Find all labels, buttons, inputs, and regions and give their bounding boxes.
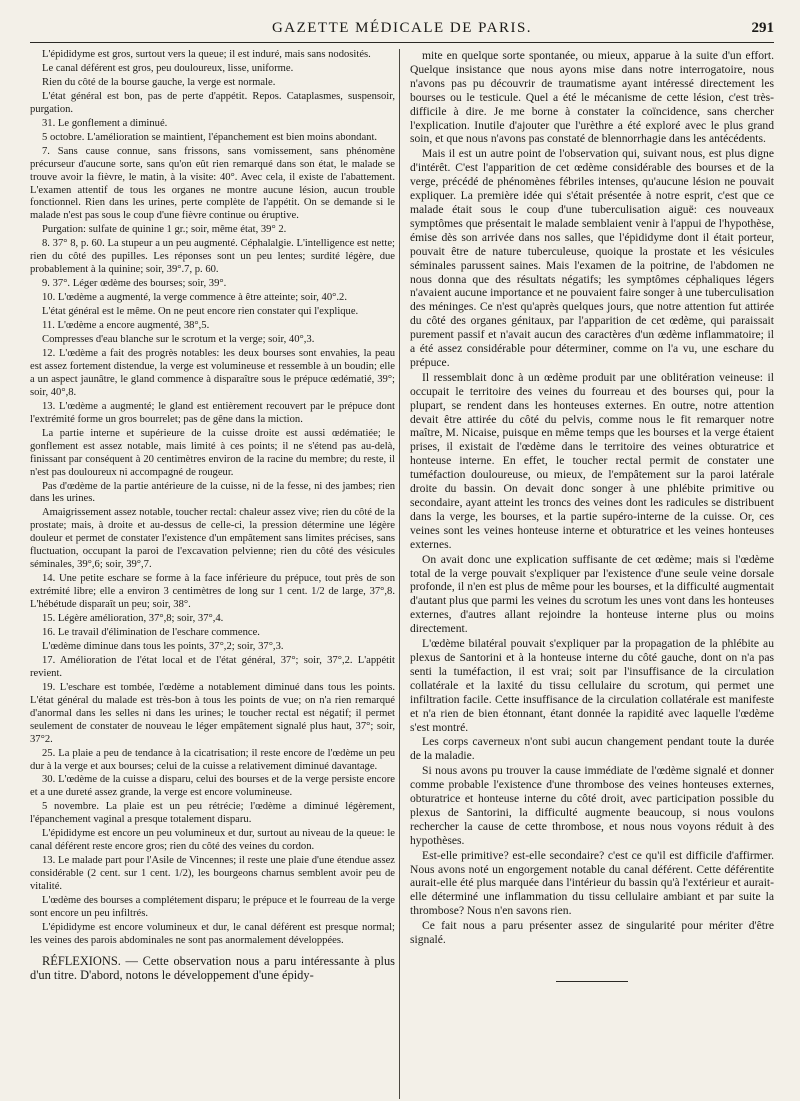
paragraph: Le canal déférent est gros, peu douloureux, lisse, uniforme.	[42, 62, 294, 74]
article-columns	[30, 49, 774, 1099]
paragraph: 13. L'œdème a augmenté; le gland est entièrement recouvert par le prépuce dont l'extrémité forme un gros bourrelet; pas de gêne dans la miction.	[30, 400, 395, 425]
paragraph: 10. L'œdème a augmenté, la verge commence à être atteinte; soir, 40°.2.	[42, 292, 347, 304]
paragraph: Purgation: sulfate de quinine 1 gr.; soir, même état, 39° 2.	[42, 224, 287, 236]
paragraph: 31. Le gonflement a diminué.	[42, 117, 168, 129]
paragraph: Si nous avons pu trouver la cause immédiate de l'œdème signalé et donner comme probable l'existence d'une thrombose des veines honteuses externes, obturatrice et honteuse interne du côté droit, avec participation possible du plexus de Santorini, la difficulté augmente beaucoup, si nous voulons rechercher la cause de cette thrombose, et nous nous voyons réduit à des hypothèses.	[410, 764, 774, 847]
paragraph: 11. L'œdème a encore augmenté, 38°,5.	[42, 320, 210, 332]
paragraph: 15. Légère amélioration, 37°,8; soir, 37°,4.	[42, 613, 224, 625]
paragraph: 9. 37°. Léger œdème des bourses; soir, 39°.	[42, 278, 227, 290]
right-column	[408, 49, 774, 1099]
paragraph: 7. Sans cause connue, sans frissons, sans vomissement, sans phénomène précurseur d'aucune sorte, sans qu'on eût rien remarqué dans son état, le malade se trouve avoir la fièvre, le matin, à la visite: 40°. Avec cela, il existe de l'abattement. L'examen attentif de tous les organes ne montre aucune lésion, aucun trouble fonctionnel. Rien dans les urines, perte complète de l'appétit. On se demande si le malade n'est pas sous le coup d'une fièvre continue ou éruptive.	[30, 145, 395, 222]
paragraph: 14. Une petite eschare se forme à la face inférieure du prépuce, tout près de son extrémité libre; elle a environ 3 centimètres de long sur 1 cent. 1/2 de large, 37°,8. L'hébétude disparaît un peu; soir, 38°.	[30, 573, 395, 611]
reflexions-paragraph: RÉFLEXIONS. — Cette observation nous a paru intéressante à plus d'un titre. D'abord, notons le développement d'une épidy-	[30, 953, 395, 983]
paragraph: 19. L'eschare est tombée, l'œdème a notablement diminué dans tous les points. L'état général du malade est très-bon à tous les points de vue; on n'a rien remarqué d'anormal dans les selles ni dans les urines; le toucher rectal est négatif; il permet seulement de constater de nouveau le léger empâtement signalé plus haut, 37°; soir, 37°2.	[30, 681, 395, 745]
paragraph: 16. Le travail d'élimination de l'eschare commence.	[42, 626, 260, 638]
paragraph: 30. L'œdème de la cuisse a disparu, celui des bourses et de la verge persiste encore et a une dureté assez grande, la verge est encore volumineuse.	[30, 774, 395, 799]
paragraph: Il ressemblait donc à un œdème produit par une oblitération veineuse: il occupait le territoire des veines du fourreau et des bourses qui, pour la plupart, se rendent dans les honteuses externes. En outre, notre attention devait être attirée du côté du pelvis, comme nous le fit remarquer notre maître, M. Nicaise, puisque en même temps que les bourses et la verge étaient prises, il existait de l'œdème dans le territoire des veines obturatrice et honteuse interne. En effet, le toucher rectal permit de constater une tuméfaction douloureuse, ou mieux, de l'empâtement sur la paroi latérale droite du bassin. On devait donc songer à une phlébite primitive ou secondaire, ayant atteint les troncs des veines dont les radicules se distribuent dans la verge, les bourses, et la partie supéro-interne de la cuisse. Or, ces veines sont les veines honteuse interne et obturatrice et les veines honteuses externes.	[410, 370, 774, 551]
journal-title: GAZETTE MÉDICALE DE PARIS.	[271, 20, 533, 36]
paragraph: L'épididyme est encore un peu volumineux et dur, surtout au niveau de la queue: le canal déférent reste encore gros; rien du côté des veines du cordon.	[30, 828, 395, 853]
paragraph: 5 octobre. L'amélioration se maintient, l'épanchement est bien moins abondant.	[42, 131, 378, 143]
paragraph: Rien du côté de la bourse gauche, la verge est normale.	[42, 76, 276, 88]
paragraph: L'œdème diminue dans tous les points, 37°,2; soir, 37°,3.	[42, 640, 284, 652]
paragraph: Les corps caverneux n'ont subi aucun changement pendant toute la durée de la maladie.	[410, 735, 774, 763]
paragraph: 5 novembre. La plaie est un peu rétrécie; l'œdème a diminué légèrement, l'épanchement vaginal a presque totalement disparu.	[30, 801, 395, 826]
paragraph: Amaigrissement assez notable, toucher rectal: chaleur assez vive; rien du côté de la prostate; mais, à droite et au-dessus de celle-ci, la pression détermine une légère douleur et permet de constater l'existence d'un empâtement sans limites précises, sans fluctuation, occupant la paroi de l'excavation pelvienne; rien du côté des vésicules séminales, 39°,6; soir, 39°,7.	[30, 507, 395, 571]
paragraph: L'œdème des bourses a complétement disparu; le prépuce et le fourreau de la verge sont encore un peu infiltrés.	[30, 895, 395, 919]
paragraph: L'état général est bon, pas de perte d'appétit. Repos. Cataplasmes, suspensoir, purgation.	[30, 90, 395, 115]
left-column-paragraphs	[30, 49, 395, 948]
paragraph: 25. La plaie a peu de tendance à la cicatrisation; il reste encore de l'œdème un peu dur à la verge et aux bourses; celui de la cuisse a relativement diminué davantage.	[30, 747, 395, 772]
paragraph: La partie interne et supérieure de la cuisse droite est aussi œdématiée; le gonflement est assez notable, mais limité à ces points; il ne s'étend pas au-delà, finissant par conséquent à 20 centimètres environ de la racine du membre; du reste, il n'est pas douloureux ni accompagné de rougeur.	[30, 427, 395, 478]
paragraph: mite en quelque sorte spontanée, ou mieux, apparue à la suite d'un effort. Quelque insistance que nous ayons mise dans notre interrogatoire, nous n'avons pas pu découvrir de traumatisme ayant intéressé directement les bourses ou le testicule. Quel a été le mécanisme de cette lésion, c'est très-difficile à dire. Je me borne à constater la coïncidence, sans chercher l'explication. Inutile d'ajouter que l'urèthre a été exploré avec le plus grand soin, et que nous n'avons pas constaté de blennorrhagie dans les antécédents.	[410, 49, 774, 146]
paragraph: 17. Amélioration de l'état local et de l'état général, 37°; soir, 37°,2. L'appétit revient.	[30, 654, 395, 679]
paragraph: L'état général est le même. On ne peut encore rien constater qui l'explique.	[42, 306, 359, 318]
paragraph: L'épididyme est encore volumineux et dur, le canal déférent est presque normal; les veines des parois abdominales ne sont pas anormalement développées.	[30, 921, 395, 946]
paragraph: 8. 37° 8, p. 60. La stupeur a un peu augmenté. Céphalalgie. L'intelligence est nette; rien du côté des pupilles. Les réponses sont un peu lentes; surdité légère, due probablement à la quinine; soir, 39°.7, p. 60.	[30, 238, 395, 276]
paragraph: L'œdème bilatéral pouvait s'expliquer par la propagation de la phlébite au plexus de Santorini et à la honteuse interne du côté gauche, dont on n'a pas senti la tuméfaction, il est vrai; soit par l'insuffisance de la circulation collatérale et la laxité du tissu cellulaire du scrotum, qui permet une infiltration facile. Cette insuffisance de la circulation collatérale est manifeste et n'a rien de bien étonnant, étant donnée la rapidité avec laquelle l'œdème s'est montré.	[410, 637, 774, 734]
page-header	[30, 20, 774, 43]
paragraph: 12. L'œdème a fait des progrès notables: les deux bourses sont envahies, la peau est assez fortement distendue, la verge est volumineuse et ressemble à un boudin; elle a un aspect jaunâtre, le gland commence à disparaître sous le prépuce œdématié, 39°; soir, 40°,8.	[30, 347, 395, 398]
paragraph: On avait donc une explication suffisante de cet œdème; mais si l'œdème total de la verge pouvait s'expliquer par l'existence d'une seule veine dorsale profonde, il n'en est plus de même pour les bourses, et la difficulté augmentait d'autant plus que parmi les veines du scrotum les unes vont dans les honteuses externes, d'autres allant rejoindre la honteuse interne plus ou moins directement.	[410, 552, 774, 636]
page-number: 291	[751, 20, 774, 36]
paragraph: 13. Le malade part pour l'Asile de Vincennes; il reste une plaie d'une étendue assez considérable (2 cent. sur 1 cent. 1/2), les bourgeons charnus semblent avoir peu de vitalité.	[30, 855, 395, 893]
paragraph: Pas d'œdème de la partie antérieure de la cuisse, ni de la fesse, ni des jambes; rien dans les urines.	[30, 480, 395, 505]
right-column-paragraphs	[410, 49, 774, 918]
closing-paragraph: Ce fait nous a paru présenter assez de singularité pour mériter d'être signalé.	[410, 919, 774, 947]
paragraph: Est-elle primitive? est-elle secondaire? c'est ce qu'il est difficile d'affirmer. Nous avons noté un engorgement notable du canal déférent. Cette déférentite aurait-elle été plus marquée dans l'intérieur du bassin qu'à l'extérieur et aurait-elle déterminé une inflammation du tissu cellulaire ambiant et par suite la thrombose? Nous n'en savons rien.	[410, 848, 774, 918]
paragraph: Mais il est un autre point de l'observation qui, suivant nous, est plus digne d'intérêt. C'est l'apparition de cet œdème considérable des bourses et de la verge, précédé de phénomènes fébriles intenses, qu'aucune lésion ne pouvait expliquer. La première idée qui s'était présentée à notre esprit, c'est que ce malade était sous le coup d'une tuberculisation aiguë: ces nouveaux symptômes que présentait le malade semblaient venir à l'appui de l'hypothèse, émise dès son arrivée dans nos salles, que l'épididyme dont il était porteur, pouvait être de nature tuberculeuse, quoique la prostate et les vésicules séminales parussent saines. Mais l'examen de la poitrine, de l'abdomen ne nous donna que des résultats négatifs; les symptômes céphaliques légers n'avaient aucune importance et ne pouvaient faire songer à une tuberculisation des méninges. Ce n'est qu'après quelques jours, que notre attention fut attirée du côté des organes génitaux, par l'apparition de cet œdème, qui paraissait purement passif et n'avait aucun des caractères d'un œdème inflammatoire; il a été assez considérable pour déterminer, comme on l'a vu, une eschare du prépuce.	[410, 147, 774, 369]
left-column	[30, 49, 400, 1099]
end-rule-divider	[556, 981, 628, 982]
paragraph: L'épididyme est gros, surtout vers la queue; il est induré, mais sans nodosités.	[42, 49, 371, 60]
paragraph: Compresses d'eau blanche sur le scrotum et la verge; soir, 40°,3.	[42, 334, 315, 346]
